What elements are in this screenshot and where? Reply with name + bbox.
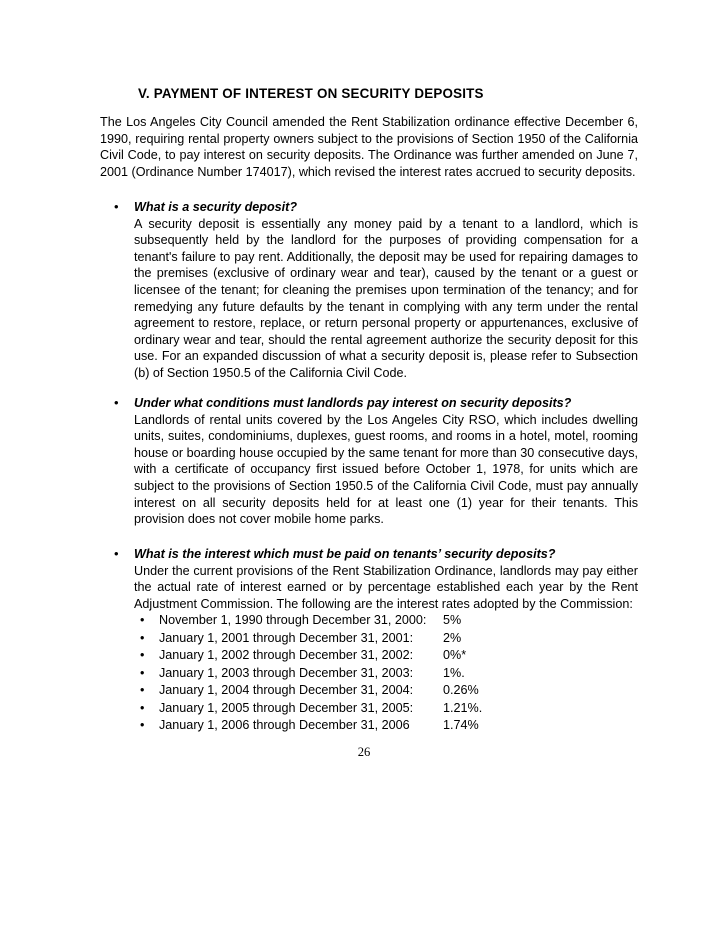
rate-row: [114, 717, 638, 735]
faq-question: What is a security deposit?: [134, 200, 298, 214]
faq-body: [134, 199, 638, 382]
rate-bullet: •: [140, 683, 145, 698]
rate-period: January 1, 2005 through December 31, 2005:: [159, 700, 414, 715]
rate-row: [114, 665, 638, 683]
rate-value: 1.74%: [443, 718, 479, 733]
bullet-marker: •: [114, 546, 119, 561]
rate-bullet: •: [140, 700, 145, 715]
faq-question: What is the interest which must be paid on tenants’ security deposits?: [134, 547, 556, 561]
rate-bullet: •: [140, 630, 145, 645]
page-number: 26: [357, 745, 371, 759]
intro-paragraph: The Los Angeles City Council amended the Rent Stabilization ordinance effective December 6, 1990, requiring rental property owners subject to the provisions of Section 1950 of the California Civil Code, to pay interest on security deposits. The Ordinance was further amended on June 7, 2001 (Ordinance Number 174017), which revised the interest rates accrued to security deposits.: [100, 115, 638, 179]
rate-value: 2%: [443, 630, 462, 645]
rate-value: 0%*: [443, 648, 467, 663]
rate-period: November 1, 1990 through December 31, 2000:: [159, 613, 427, 628]
faq-item-security-deposit: [114, 199, 638, 382]
rate-bullet: •: [140, 718, 145, 733]
rate-value: 1%.: [443, 665, 465, 680]
interest-rate-list: [114, 612, 638, 735]
bullet-marker: •: [114, 199, 119, 214]
faq-body: [134, 546, 638, 612]
rate-row: [114, 682, 638, 700]
rate-period: January 1, 2002 through December 31, 2002:: [159, 648, 414, 663]
rate-bullet: •: [140, 648, 145, 663]
rate-period: January 1, 2004 through December 31, 2004:: [159, 683, 414, 698]
faq-answer: A security deposit is essentially any money paid by a tenant to a landlord, which is subsequently held by the landlord for the purposes of providing compensation for a tenant's failure to pay rent. Additionally, the deposit may be used for repairing damages to the premises (exclusive of ordinary wear and tear), caused by the tenant or a guest or licensee of the tenant; for cleaning the premises upon termination of the tenancy; and for remedying any future defaults by the tenant in complying with any term under the rental agreement to restore, replace, or return personal property or appurtenances, exclusive of ordinary wear and tear, should the rental agreement authorize the security deposit for this use. For an expanded discussion of what a security deposit is, please refer to Subsection (b) of Section 1950.5 of the California Civil Code.: [134, 216, 638, 380]
faq-question: Under what conditions must landlords pay interest on security deposits?: [134, 396, 572, 410]
rate-row: [114, 647, 638, 665]
faq-body: [134, 395, 638, 528]
rate-row: [114, 700, 638, 718]
rate-value: 0.26%: [443, 683, 479, 698]
rate-bullet: •: [140, 665, 145, 680]
faq-answer: Under the current provisions of the Rent Stabilization Ordinance, landlords may pay either the actual rate of interest earned or by percentage established each year by the Rent Adjustment Commission. The following are the interest rates adopted by the Commission:: [134, 563, 638, 611]
rate-bullet: •: [140, 613, 145, 628]
rate-value: 1.21%.: [443, 700, 483, 715]
section-heading: V. PAYMENT OF INTEREST ON SECURITY DEPOSITS: [138, 86, 484, 101]
rate-period: January 1, 2006 through December 31, 2006: [159, 718, 410, 733]
faq-item-conditions: [114, 395, 638, 528]
rate-value: 5%: [443, 613, 462, 628]
rate-row: [114, 630, 638, 648]
bullet-marker: •: [114, 395, 119, 410]
faq-item-interest-rates: [114, 546, 638, 735]
rate-period: January 1, 2003 through December 31, 2003:: [159, 665, 414, 680]
rate-row: [114, 612, 638, 630]
rate-period: January 1, 2001 through December 31, 2001:: [159, 630, 414, 645]
faq-answer: Landlords of rental units covered by the Los Angeles City RSO, which includes dwelling units, suites, condominiums, duplexes, guest rooms, and rooms in a hotel, motel, rooming house or boarding house occupied by the same tenant for more than 30 consecutive days, with a certificate of occupancy first issued before October 1, 1978, for units which are subject to the provisions of Section 1950.5 of the California Civil Code, must pay annually interest on all security deposits held for at least one (1) year for their tenants. This provision does not cover mobile home parks.: [134, 412, 638, 527]
